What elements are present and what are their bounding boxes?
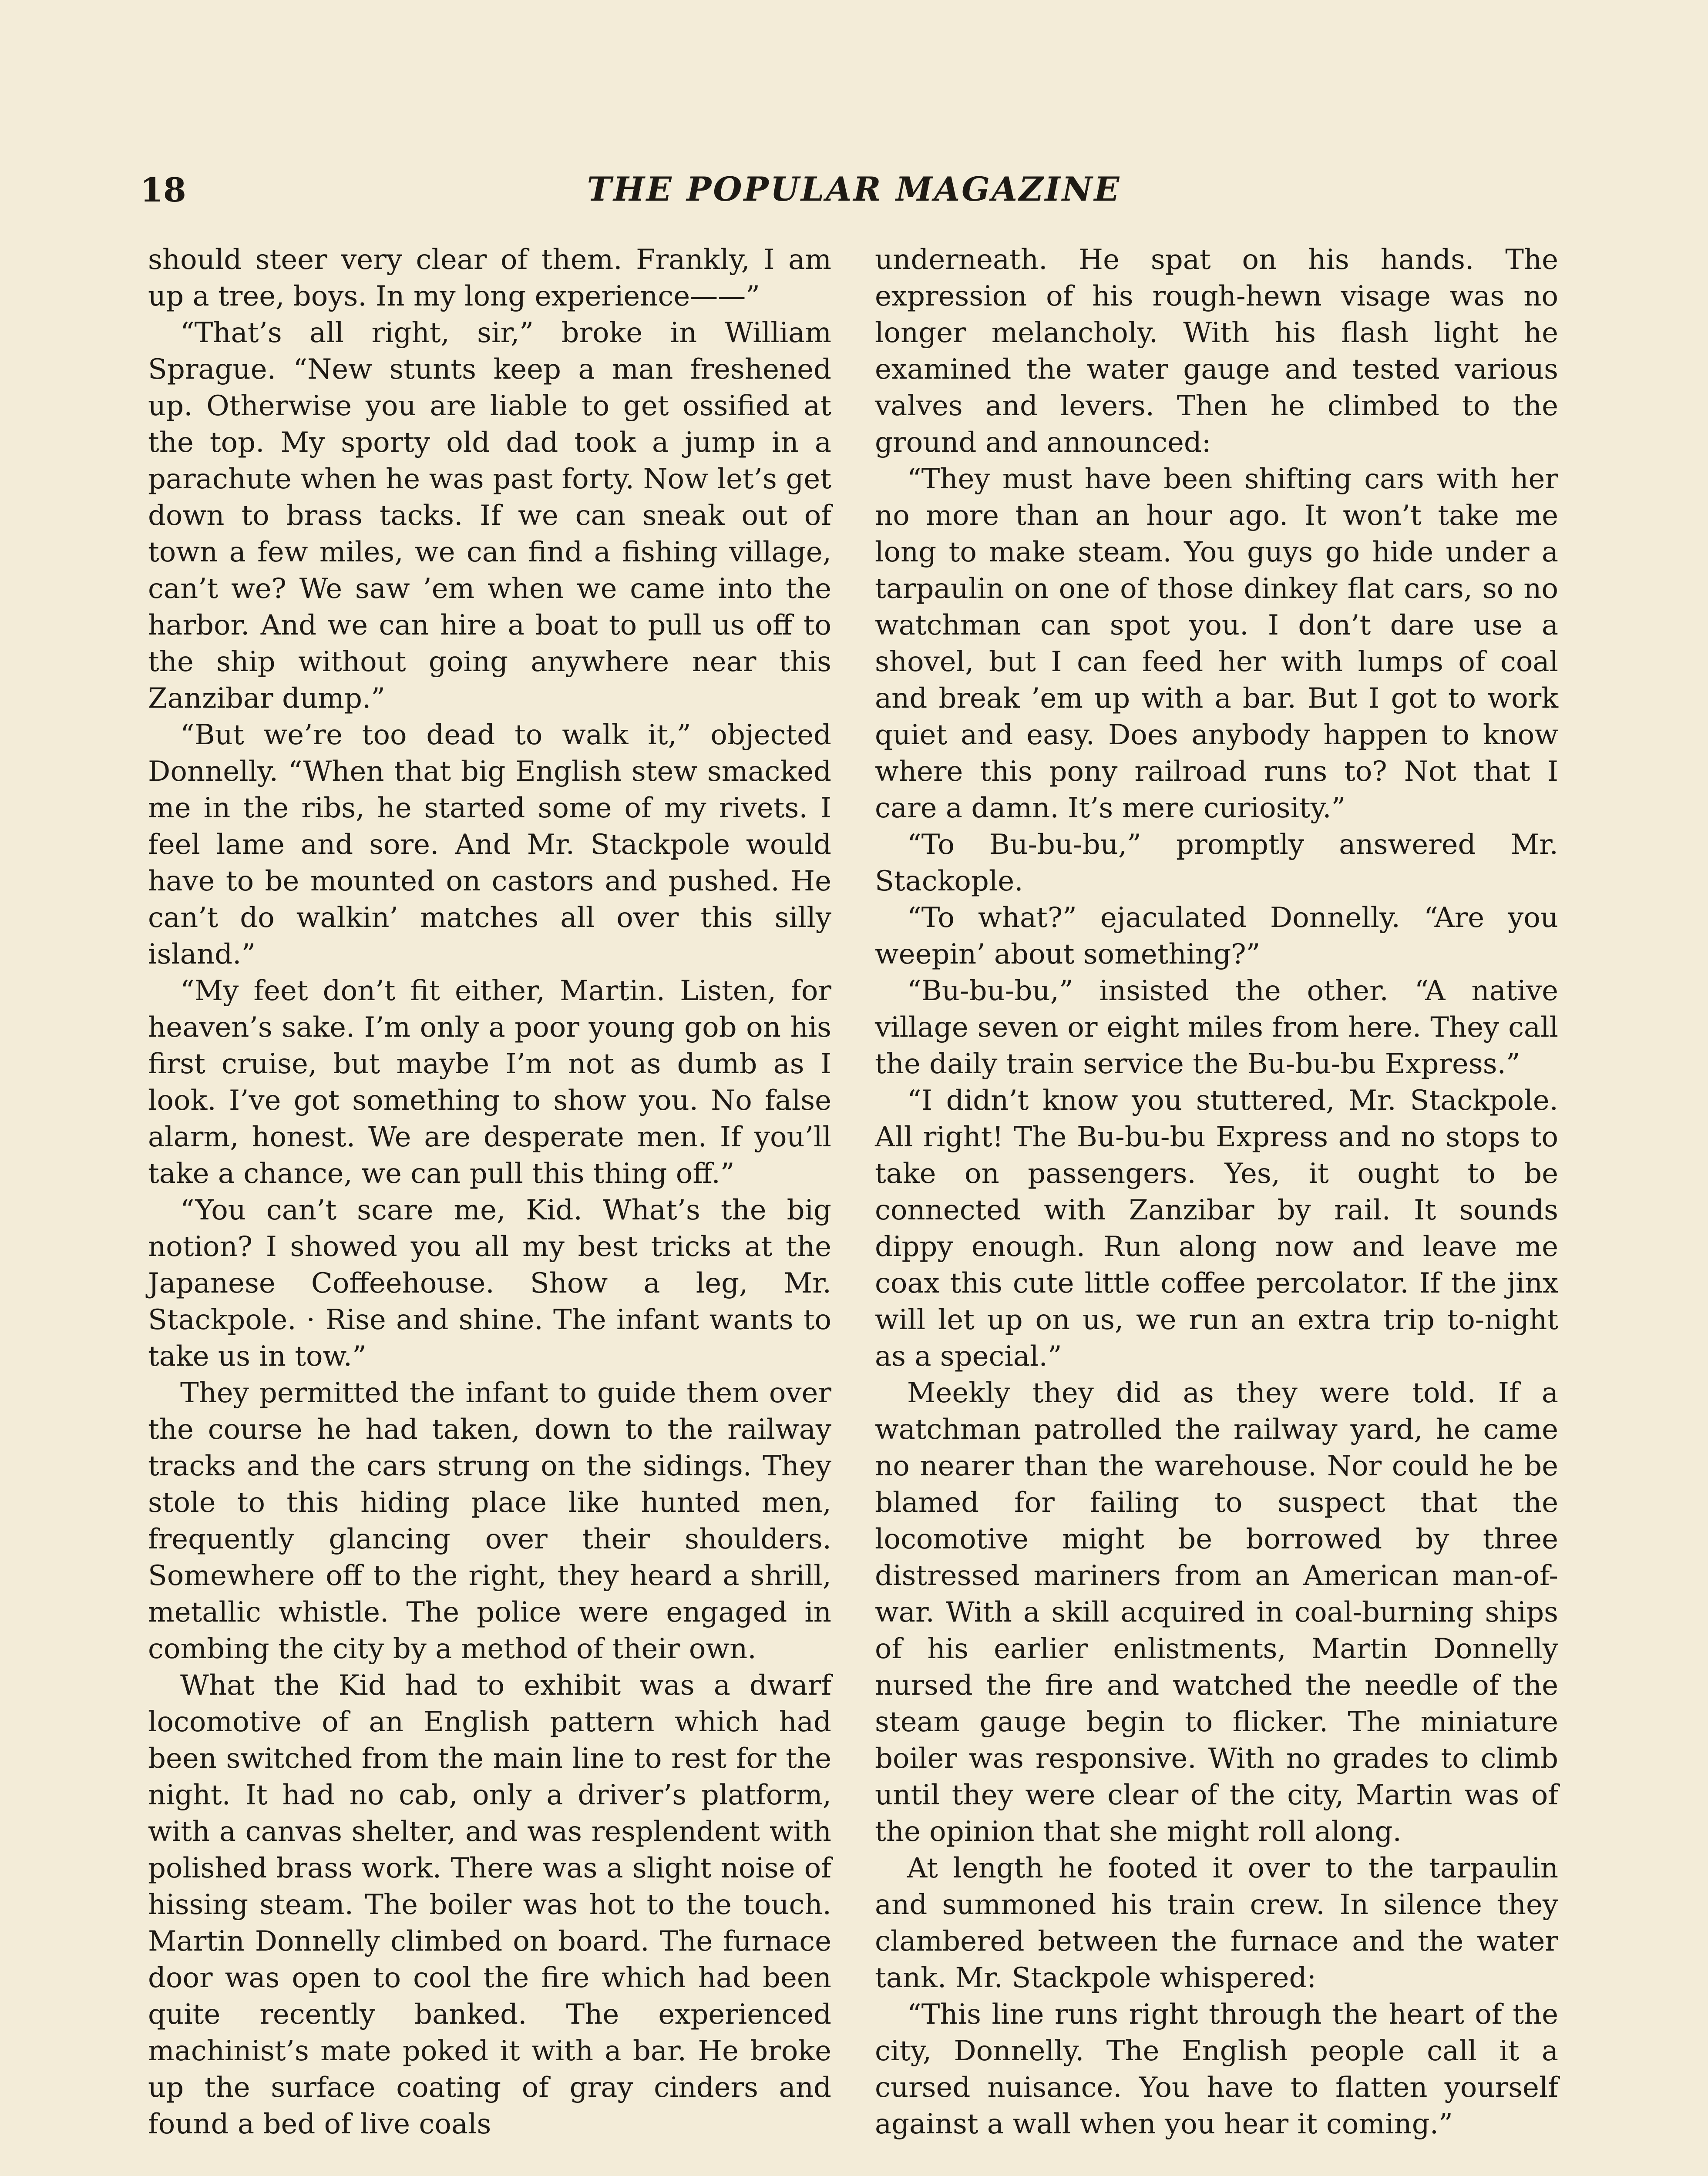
paragraph: At length he footed it over to the tarpaulin and summoned his train crew. In silence they clambered between the furnace and the water tank. Mr. Stackpole whispered: — [875, 1852, 1558, 1994]
right-column — [875, 242, 1558, 2142]
running-head: THE POPULAR MAGAZINE — [587, 170, 1121, 208]
paragraph: underneath. He spat on his hands. The expression of his rough-hewn visage was no longer melancholy. With his flash light he examined the water gauge and tested various valves and levers. Then he climbed to the ground and announced: — [875, 244, 1558, 459]
paragraph: “This line runs right through the heart of the city, Donnelly. The English people call it a cursed nuisance. You have to flatten yourself against a wall when you hear it coming.” — [875, 1998, 1558, 2140]
paragraph: should steer very clear of them. Frankly, I am up a tree, boys. In my long experience——” — [148, 244, 831, 312]
paragraph: “To Bu-bu-bu,” promptly answered Mr. Stackople. — [875, 829, 1558, 897]
left-column — [148, 242, 831, 2142]
paragraph: “Bu-bu-bu,” insisted the other. “A native village seven or eight miles from here. They call the daily train service the Bu-bu-bu Express.” — [875, 975, 1558, 1080]
paragraph: Meekly they did as they were told. If a watchman patrolled the railway yard, he came no nearer than the warehouse. Nor could he be blamed for failing to suspect that the locomotive might be borrowed by three distressed mariners from an American man-of-war. With a skill acquired in coal-burning ships of his earlier enlistments, Martin Donnelly nursed the fire and watched the needle of the steam gauge begin to flicker. The miniature boiler was responsive. With no grades to climb until they were clear of the city, Martin was of the opinion that she might roll along. — [875, 1377, 1558, 1848]
paragraph: “But we’re too dead to walk it,” objected Donnelly. “When that big English stew smacked me in the ribs, he started some of my rivets. I feel lame and sore. And Mr. Stackpole would have to be mounted on castors and pushed. He can’t do walkin’ matches all over this silly island.” — [148, 719, 831, 970]
paragraph: “I didn’t know you stuttered, Mr. Stackpole. All right! The Bu-bu-bu Express and no stops to take on passengers. Yes, it ought to be connected with Zanzibar by rail. It sounds dippy enough. Run along now and leave me coax this cute little coffee percolator. If the jinx will let up on us, we run an extra trip to-night as a special.” — [875, 1085, 1558, 1373]
paragraph: “They must have been shifting cars with her no more than an hour ago. It won’t take me long to make steam. You guys go hide under a tarpaulin on one of those dinkey flat cars, so no watchman can spot you. I don’t dare use a shovel, but I can feed her with lumps of coal and break ’em up with a bar. But I got to work quiet and easy. Does anybody happen to know where this pony railroad runs to? Not that I care a damn. It’s mere curiosity.” — [875, 463, 1558, 824]
paragraph: “That’s all right, sir,” broke in William Sprague. “New stunts keep a man freshened up. Otherwise you are liable to get ossified at the top. My sporty old dad took a jump in a parachute when he was past forty. Now let’s get down to brass tacks. If we can sneak out of town a few miles, we can find a fishing village, can’t we? We saw ’em when we came into the harbor. And we can hire a boat to pull us off to the ship without going anywhere near this Zanzibar dump.” — [148, 317, 831, 715]
page-number: 18 — [140, 171, 186, 209]
paragraph: “To what?” ejaculated Donnelly. “Are you weepin’ about something?” — [875, 902, 1558, 970]
paragraph: They permitted the infant to guide them over the course he had taken, down to the railway tracks and the cars strung on the sidings. They stole to this hiding place like hunted men, frequently glancing over their shoulders. Somewhere off to the right, they heard a shrill, metallic whistle. The police were engaged in combing the city by a method of their own. — [148, 1377, 831, 1665]
paragraph: “My feet don’t fit either, Martin. Listen, for heaven’s sake. I’m only a poor young gob on his first cruise, but maybe I’m not as dumb as I look. I’ve got something to show you. No false alarm, honest. We are desperate men. If you’ll take a chance, we can pull this thing off.” — [148, 975, 831, 1190]
paragraph: What the Kid had to exhibit was a dwarf locomotive of an English pattern which had been switched from the main line to rest for the night. It had no cab, only a driver’s platform, with a canvas shelter, and was resplendent with polished brass work. There was a slight noise of hissing steam. The boiler was hot to the touch. Martin Donnelly climbed on board. The furnace door was open to cool the fire which had been quite recently banked. The experienced machinist’s mate poked it with a bar. He broke up the surface coating of gray cinders and found a bed of live coals — [148, 1669, 831, 2140]
paragraph: “You can’t scare me, Kid. What’s the big notion? I showed you all my best tricks at the Japanese Coffeehouse. Show a leg, Mr. Stackpole. · Rise and shine. The infant wants to take us in tow.” — [148, 1194, 831, 1373]
